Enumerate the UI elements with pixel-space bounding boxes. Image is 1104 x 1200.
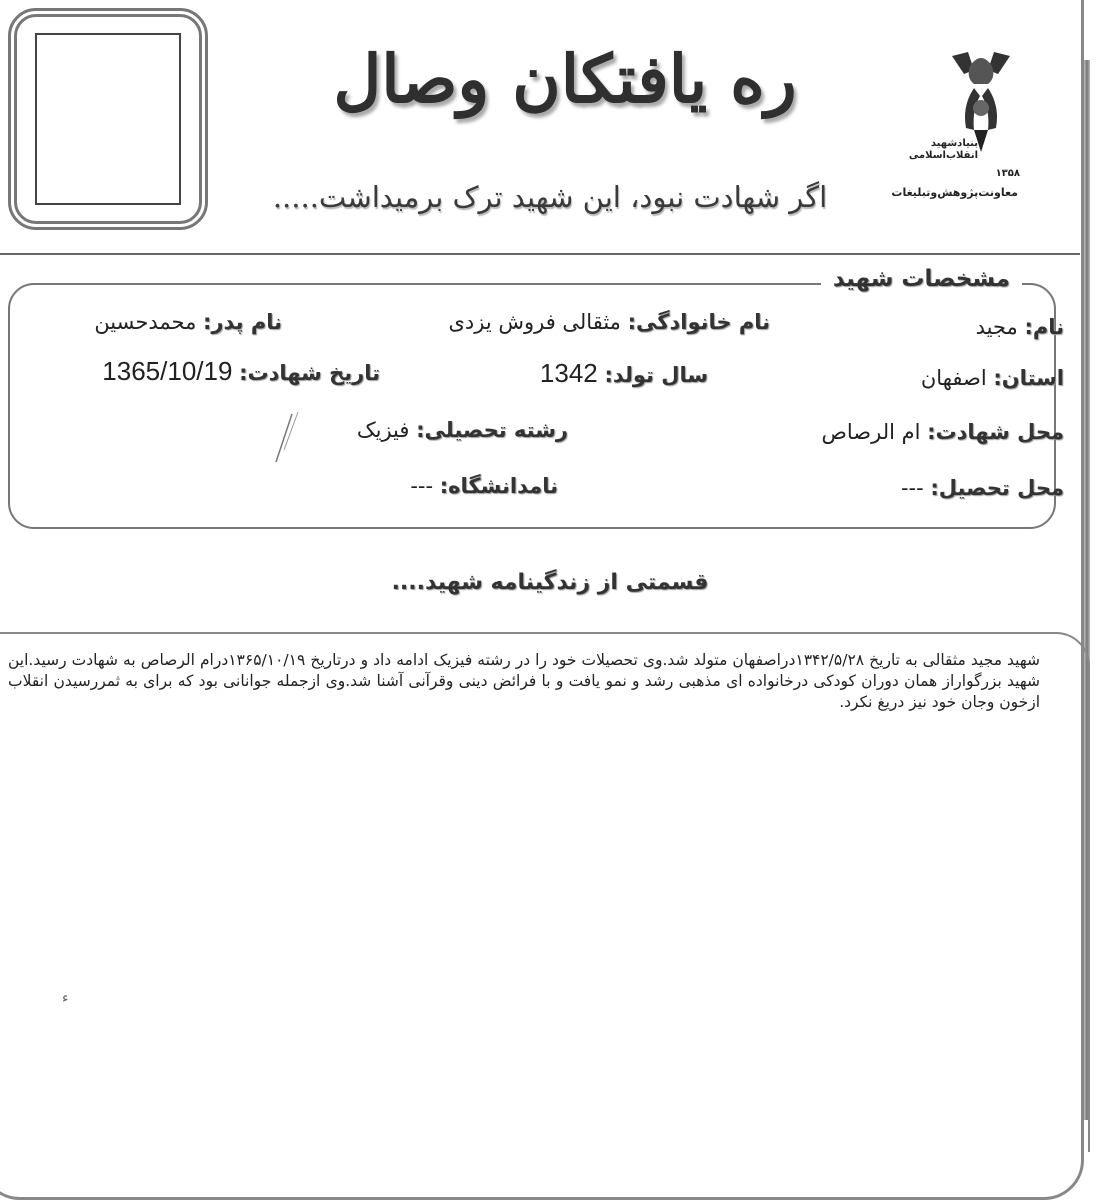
province-field: [921, 366, 1064, 390]
family-name-value: مثقالی فروش یزدی: [448, 310, 621, 334]
family-name-label: نام خانوادگی:: [627, 310, 770, 334]
stray-mark: ء: [62, 990, 69, 1006]
header-divider: [0, 253, 1080, 255]
biography-text: شهید مجید مثقالی به تاریخ ۱۳۴۲/۵/۲۸دراصفهان متولد شد.وی تحصیلات خود را در رشته فیزیک ادامه داد و درتاریخ ۱۳۶۵/۱۰/۱۹درام الرصاص به شهادت رسید.این شهید بزرگواراز همان دوران کودکی درخانواده ای مذهبی رشد و نمو یافت و با فرائض دینی وقرآنی آشنا شد.وی ازجمله جوانانی بود که برای به ثمررسیدن انقلاب ازخون وجان خود نیز دریغ نکرد.: [8, 651, 1040, 711]
biography-heading: قسمتی از زندگینامه شهید....: [391, 570, 709, 595]
page-title: ره یافتکان وصال: [333, 40, 797, 118]
field-of-study-label: رشته تحصیلی:: [416, 418, 568, 442]
martyrdom-place-value: ام الرصاص: [821, 420, 921, 444]
birth-year-label: سال تولد:: [604, 363, 708, 387]
father-name-value: محمدحسین: [94, 310, 197, 334]
study-place-field: [901, 476, 1064, 500]
martyr-info-title: مشخصات شهید: [821, 266, 1022, 292]
org-name-line1: بنیادشهید: [930, 138, 978, 149]
page-subtitle: اگر شهادت نبود، این شهید ترک برمیداشت.....: [272, 180, 828, 214]
university-field: [410, 474, 558, 498]
martyrdom-date-field: [102, 356, 380, 387]
name-field: [976, 315, 1064, 339]
study-place-value: ---: [900, 476, 924, 500]
province-label: استان:: [993, 366, 1064, 390]
martyrdom-date-value: 1365/10/19: [102, 356, 233, 386]
field-of-study-field: [357, 418, 568, 442]
martyrdom-place-field: [821, 420, 1064, 444]
photo-placeholder: [35, 33, 181, 205]
family-name-field: [448, 310, 770, 334]
name-label: نام:: [1024, 315, 1064, 339]
study-place-label: محل تحصیل:: [930, 476, 1064, 500]
name-value: مجید: [975, 315, 1018, 339]
birth-year-field: [540, 358, 708, 389]
martyrdom-place-label: محل شهادت:: [927, 420, 1064, 444]
province-value: اصفهان: [920, 366, 987, 390]
pen-mark: [262, 410, 302, 466]
org-year: ۱۳۵۸: [995, 168, 1020, 179]
org-department: معاونت‌پژوهش‌وتبلیغات: [891, 186, 1018, 199]
father-name-label: نام پدر:: [203, 310, 282, 334]
father-name-field: [94, 310, 282, 334]
photo-frame: [8, 8, 208, 230]
martyrdom-date-label: تاریخ شهادت:: [239, 361, 380, 385]
birth-year-value: 1342: [539, 358, 598, 388]
university-value: ---: [410, 474, 434, 498]
university-label: نامدانشگاه:: [439, 474, 558, 498]
field-of-study-value: فیزیک: [356, 418, 410, 442]
org-name-line2: انقلاب‌اسلامی: [908, 150, 978, 161]
